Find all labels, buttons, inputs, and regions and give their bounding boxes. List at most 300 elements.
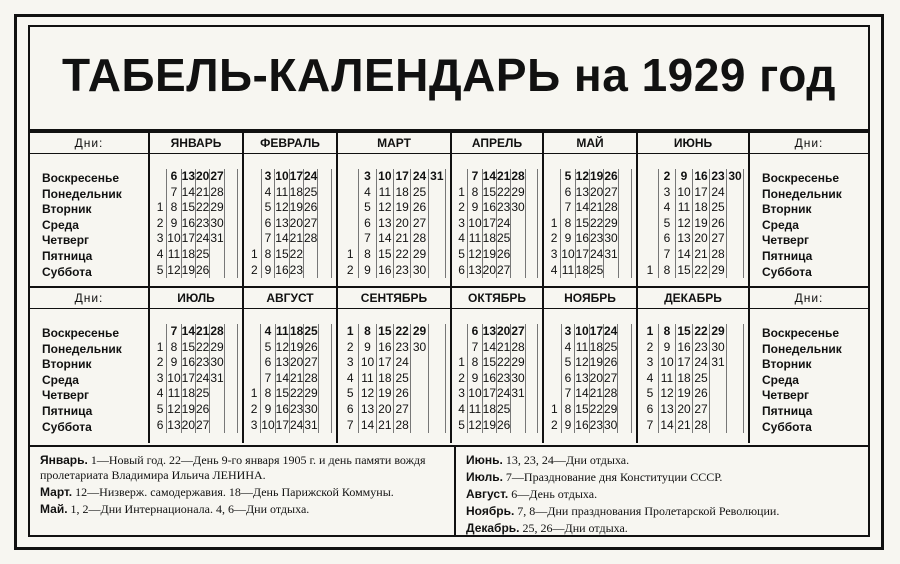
holiday-note [40, 485, 444, 500]
calendar-day [225, 231, 238, 247]
calendar-day: 2 [456, 200, 468, 216]
calendar-day: 8 [659, 263, 676, 279]
calendar-day: 22 [497, 184, 511, 199]
holiday-notes [30, 445, 868, 535]
calendar-day: 1 [248, 247, 262, 263]
holiday-note-text: 1, 2—Дни Интернационала. 4, 6—Дни отдыха. [67, 502, 310, 516]
calendar-day: 28 [210, 324, 224, 338]
calendar-day: 20 [497, 324, 511, 338]
calendar-day: 31 [604, 246, 618, 261]
calendar-day [526, 263, 538, 279]
calendar-day: 16 [575, 231, 589, 246]
calendar-day: 8 [167, 340, 181, 356]
calendar-day: 4 [456, 231, 468, 247]
calendar-day: 17 [676, 355, 693, 371]
calendar-day: 6 [562, 371, 576, 387]
calendar-day: 26 [604, 355, 618, 370]
calendar-day: 10 [275, 169, 289, 183]
calendar-day [429, 402, 446, 418]
calendar-day: 8 [468, 355, 482, 371]
calendar-day: 13 [275, 355, 289, 370]
month-name: ФЕВРАЛЬ [244, 133, 336, 154]
calendar-day [511, 418, 525, 434]
calendar-day: 18 [575, 262, 589, 277]
calendar-day [456, 324, 468, 340]
calendar-day: 22 [289, 246, 303, 261]
calendar-day [618, 418, 632, 434]
calendar-day: 11 [676, 200, 693, 216]
calendar-day: 15 [377, 247, 394, 263]
calendar-day: 23 [497, 200, 511, 215]
calendar-day: 20 [589, 370, 603, 385]
calendar-day: 2 [154, 355, 167, 371]
calendar-day [225, 418, 238, 434]
calendar-day [225, 324, 238, 340]
month-days-grid [456, 169, 538, 278]
calendar-day [727, 216, 744, 232]
calendar-day: 19 [290, 339, 304, 354]
calendar-day: 29 [604, 215, 618, 230]
day-name: Четверг [762, 233, 810, 248]
calendar-day [619, 185, 632, 201]
calendar-day: 13 [575, 370, 589, 385]
day-names-column [30, 133, 148, 286]
calendar-day: 29 [511, 355, 525, 370]
calendar-day: 30 [411, 263, 428, 279]
calendar-day: 29 [304, 386, 318, 401]
calendar-day: 9 [167, 216, 181, 232]
calendar-day: 16 [482, 370, 496, 385]
calendar-day [619, 200, 632, 216]
month-block [242, 288, 336, 443]
day-names-list [30, 171, 148, 280]
calendar-day: 20 [289, 215, 303, 230]
calendar-day: 3 [154, 231, 167, 247]
calendar-day: 9 [359, 340, 376, 356]
calendar-day: 15 [275, 386, 289, 401]
calendar-day: 7 [167, 185, 181, 201]
month-name: МАРТ [338, 133, 450, 154]
calendar-day: 22 [196, 339, 210, 354]
day-name: Среда [762, 372, 799, 387]
calendar-day [429, 371, 446, 387]
calendar-day: 18 [290, 324, 304, 338]
day-names-list [750, 171, 868, 280]
holiday-note-month: Декабрь. [466, 521, 520, 535]
calendar-day: 18 [589, 339, 603, 354]
calendar-day [411, 371, 428, 387]
calendar-day [526, 355, 538, 371]
calendar-day: 13 [575, 184, 589, 199]
calendar-day: 18 [482, 231, 496, 246]
calendar-day [225, 355, 238, 371]
calendar-day: 11 [167, 386, 181, 401]
calendar-day: 16 [482, 200, 496, 215]
month-name: НОЯБРЬ [544, 288, 636, 309]
day-name: Суббота [762, 264, 812, 279]
calendar-day: 14 [275, 231, 289, 246]
calendar-day: 20 [196, 169, 210, 183]
calendar-day: 11 [659, 371, 676, 387]
day-names-column [748, 133, 868, 286]
calendar-day [225, 200, 238, 216]
calendar-day: 29 [710, 324, 727, 340]
calendar-day: 27 [304, 355, 318, 370]
calendar-day: 12 [167, 262, 181, 277]
calendar-day: 23 [590, 231, 604, 246]
calendar-day: 14 [575, 200, 589, 215]
day-name: Понедельник [762, 341, 842, 356]
calendar-day: 20 [290, 355, 304, 370]
calendar-day: 9 [167, 355, 181, 371]
calendar-day [526, 402, 538, 418]
calendar-day [248, 169, 262, 185]
calendar-day: 19 [589, 355, 603, 370]
calendar-day [619, 263, 632, 279]
calendar-day [727, 371, 744, 387]
calendar-day: 6 [262, 216, 276, 232]
notes-divider [454, 447, 456, 535]
calendar-day [429, 355, 446, 371]
calendar-day: 27 [693, 402, 710, 418]
calendar-day: 14 [181, 184, 195, 199]
calendar-day: 30 [210, 355, 224, 370]
calendar-day [304, 263, 318, 279]
calendar-day: 12 [468, 417, 482, 432]
month-name: ИЮНЬ [638, 133, 748, 154]
calendar-day: 19 [676, 386, 693, 402]
calendar-day: 16 [275, 401, 289, 416]
calendar-day [548, 340, 562, 356]
calendar-day [604, 263, 618, 279]
calendar-day: 24 [394, 355, 411, 371]
calendar-day: 2 [342, 263, 359, 279]
calendar-day: 24 [290, 417, 304, 432]
calendar-day: 15 [575, 215, 589, 230]
day-name: Понедельник [42, 341, 122, 356]
calendar-day [619, 169, 632, 185]
day-name: Вторник [762, 202, 812, 217]
calendar-day: 23 [589, 417, 603, 432]
holiday-note [466, 487, 862, 502]
calendar-day: 10 [676, 185, 693, 201]
holiday-note [466, 504, 862, 519]
page-title: ТАБЕЛЬ-КАЛЕНДАРЬ на 1929 год [62, 49, 836, 101]
calendar-day: 11 [275, 324, 289, 338]
calendar-day [710, 386, 727, 402]
calendar-day: 27 [604, 184, 618, 199]
calendar-day [319, 402, 332, 418]
calendar-day: 4 [342, 371, 359, 387]
calendar-day: 10 [468, 386, 482, 401]
calendar-day [511, 247, 525, 263]
calendar-day [526, 247, 538, 263]
calendar-day: 8 [262, 247, 276, 263]
month-name: ДЕКАБРЬ [638, 288, 748, 309]
calendar-day: 7 [359, 231, 376, 247]
calendar-day [429, 247, 446, 263]
calendar-day: 11 [561, 262, 575, 277]
calendar-day: 5 [359, 200, 376, 216]
calendar-day: 7 [659, 247, 676, 263]
calendar-day [548, 169, 561, 185]
calendar-day: 22 [590, 215, 604, 230]
calendar-day: 1 [154, 340, 167, 356]
calendar-day: 6 [342, 402, 359, 418]
calendar-day: 15 [181, 339, 195, 354]
calendar-day [511, 231, 525, 247]
calendar-day: 20 [482, 262, 496, 277]
calendar-day: 10 [167, 370, 181, 385]
calendar-day: 21 [589, 386, 603, 401]
calendar-day: 20 [676, 402, 693, 418]
calendar-day [318, 216, 332, 232]
calendar-day: 31 [210, 370, 224, 385]
calendar-day: 15 [377, 324, 394, 340]
calendar-day: 28 [604, 386, 618, 401]
calendar-day: 7 [642, 418, 659, 434]
calendar-day: 19 [394, 200, 411, 216]
calendar-day [548, 324, 562, 340]
calendar-day: 13 [468, 262, 482, 277]
calendar-day [304, 247, 318, 263]
calendar-day [727, 340, 744, 356]
calendar-day [429, 185, 446, 201]
calendar-day: 8 [468, 185, 482, 201]
calendar-day: 18 [482, 401, 496, 416]
calendar-day: 18 [289, 184, 303, 199]
calendar-day: 8 [659, 324, 676, 340]
calendar-day [319, 418, 332, 434]
calendar-day: 7 [468, 169, 482, 185]
calendar-day: 3 [248, 418, 261, 434]
calendar-day: 17 [575, 246, 589, 261]
calendar-day: 14 [377, 231, 394, 247]
calendar-day: 21 [394, 231, 411, 247]
calendar-day [319, 371, 332, 387]
calendar-day: 1 [642, 324, 659, 340]
calendar-day: 25 [394, 371, 411, 387]
calendar-day: 14 [659, 418, 676, 434]
calendar-day: 15 [575, 401, 589, 416]
calendar-day: 17 [589, 324, 603, 338]
holiday-note [466, 470, 862, 485]
first-half-year [30, 133, 868, 286]
calendar-day: 25 [590, 262, 604, 277]
calendar-day: 22 [196, 200, 210, 215]
calendar-day: 9 [468, 371, 482, 387]
calendar-day [619, 247, 632, 263]
calendar-day: 24 [693, 355, 710, 371]
month-days-grid [248, 169, 332, 278]
calendar-day: 25 [304, 184, 318, 199]
calendar-day: 24 [196, 370, 210, 385]
calendar-day [456, 340, 468, 356]
calendar-day: 3 [262, 169, 276, 185]
notes-right [466, 453, 862, 535]
calendar-day [618, 355, 632, 371]
month-days-grid [342, 169, 446, 278]
calendar-day: 13 [482, 324, 496, 338]
calendar-day: 7 [262, 231, 276, 247]
calendar-day [225, 169, 238, 185]
calendar-day [710, 371, 727, 387]
calendar-day [526, 324, 538, 340]
calendar-day [342, 185, 359, 201]
holiday-note [466, 521, 862, 536]
holiday-note-text: 1—Новый год. 22—День 9-го января 1905 г. и день памяти вождя пролетариата Владимира Ильича ЛЕНИНА. [40, 453, 426, 482]
month-block [148, 288, 242, 443]
holiday-note-month: Март. [40, 485, 73, 499]
calendar-day: 26 [304, 200, 318, 215]
calendar-day: 27 [511, 324, 525, 338]
calendar-day: 15 [181, 200, 195, 215]
calendar-day: 13 [659, 402, 676, 418]
calendar-day: 9 [676, 169, 693, 185]
holiday-note-text: 7—Празднование дня Конституции СССР. [502, 470, 723, 484]
calendar-day: 24 [411, 169, 428, 185]
calendar-day: 4 [261, 324, 275, 340]
calendar-day: 24 [304, 169, 318, 183]
calendar-day: 23 [497, 370, 511, 385]
calendar-day [225, 216, 238, 232]
calendar-day [210, 402, 224, 418]
calendar-day [727, 355, 744, 371]
calendar-day: 5 [456, 247, 468, 263]
calendar-day: 31 [429, 169, 446, 185]
day-name: Пятница [762, 248, 813, 263]
calendar-day [411, 402, 428, 418]
calendar-day [411, 355, 428, 371]
calendar-day: 21 [693, 247, 710, 263]
calendar-day: 27 [304, 215, 318, 230]
calendar-day: 26 [411, 200, 428, 216]
calendar-day [319, 340, 332, 356]
calendar-day [210, 386, 224, 402]
month-days-grid [154, 324, 238, 433]
calendar-day [710, 402, 727, 418]
calendar-day [526, 371, 538, 387]
calendar-day: 20 [693, 231, 710, 247]
calendar-day: 23 [196, 215, 210, 230]
calendar-day: 21 [196, 184, 210, 199]
calendar-day [342, 216, 359, 232]
calendar-day: 12 [468, 246, 482, 261]
second-half-year [30, 288, 868, 443]
calendar-day: 28 [511, 169, 525, 183]
calendar-day: 6 [468, 324, 482, 340]
calendar-day: 17 [275, 417, 289, 432]
calendar-day: 17 [181, 370, 195, 385]
calendar-day: 28 [710, 247, 727, 263]
calendar-day: 21 [676, 418, 693, 434]
calendar-day: 14 [275, 370, 289, 385]
days-header: Дни: [30, 133, 148, 154]
calendar-day: 16 [275, 262, 289, 277]
calendar-day [318, 200, 332, 216]
calendar-day: 23 [289, 262, 303, 277]
calendar-day: 17 [181, 231, 195, 246]
holiday-note [40, 502, 444, 517]
calendar-day [526, 185, 538, 201]
calendar-day: 6 [261, 355, 275, 371]
calendar-day [727, 418, 744, 434]
calendar-day [318, 169, 332, 185]
calendar-day: 26 [196, 401, 210, 416]
calendar-day: 31 [210, 231, 224, 246]
calendar-day [526, 200, 538, 216]
calendar-day: 29 [210, 339, 224, 354]
calendar-day: 26 [304, 339, 318, 354]
calendar-day: 27 [604, 370, 618, 385]
calendar-day [154, 185, 167, 201]
holiday-note-month: Июль. [466, 470, 503, 484]
calendar-day [429, 324, 446, 340]
calendar-day: 17 [289, 169, 303, 183]
calendar-day: 27 [710, 231, 727, 247]
calendar-day: 14 [181, 324, 195, 338]
calendar-day: 12 [275, 339, 289, 354]
calendar-day: 2 [342, 340, 359, 356]
month-name: СЕНТЯБРЬ [338, 288, 450, 309]
day-name: Пятница [42, 403, 93, 418]
calendar-day: 24 [497, 215, 511, 230]
calendar-day [318, 263, 332, 279]
calendar-day: 25 [497, 231, 511, 246]
calendar-day [225, 263, 238, 279]
calendar-day [618, 402, 632, 418]
calendar-day: 19 [590, 169, 604, 183]
calendar-day: 28 [411, 231, 428, 247]
calendar-day: 12 [676, 216, 693, 232]
calendar-day: 8 [167, 200, 181, 216]
calendar-day: 18 [693, 200, 710, 216]
calendar-day: 21 [590, 200, 604, 215]
calendar-day [248, 340, 261, 356]
calendar-day [727, 185, 744, 201]
calendar-day: 14 [482, 169, 496, 183]
calendar-day: 16 [377, 340, 394, 356]
holiday-note-month: Май. [40, 502, 68, 516]
calendar-day: 13 [359, 402, 376, 418]
day-name: Четверг [42, 388, 90, 403]
calendar-day: 8 [359, 247, 376, 263]
calendar-day: 19 [289, 200, 303, 215]
calendar-day: 21 [289, 231, 303, 246]
calendar-day: 10 [359, 355, 376, 371]
day-name: Среда [42, 217, 79, 232]
day-name: Понедельник [762, 186, 842, 201]
calendar-day: 1 [456, 185, 468, 201]
calendar-day [727, 263, 744, 279]
calendar-day: 29 [210, 200, 224, 215]
calendar-day: 16 [575, 417, 589, 432]
calendar-day: 18 [377, 371, 394, 387]
calendar-day: 29 [511, 184, 525, 199]
day-names-list [30, 326, 148, 435]
calendar-day [526, 386, 538, 402]
calendar-day: 28 [304, 370, 318, 385]
calendar-day: 18 [181, 246, 195, 261]
calendar-day [548, 386, 562, 402]
calendar-day: 5 [456, 418, 468, 434]
calendar-day: 29 [604, 401, 618, 416]
calendar-day: 1 [456, 355, 468, 371]
calendar-day [618, 371, 632, 387]
month-name: ОКТЯБРЬ [452, 288, 542, 309]
calendar-day [618, 324, 632, 340]
calendar-day: 24 [710, 185, 727, 201]
